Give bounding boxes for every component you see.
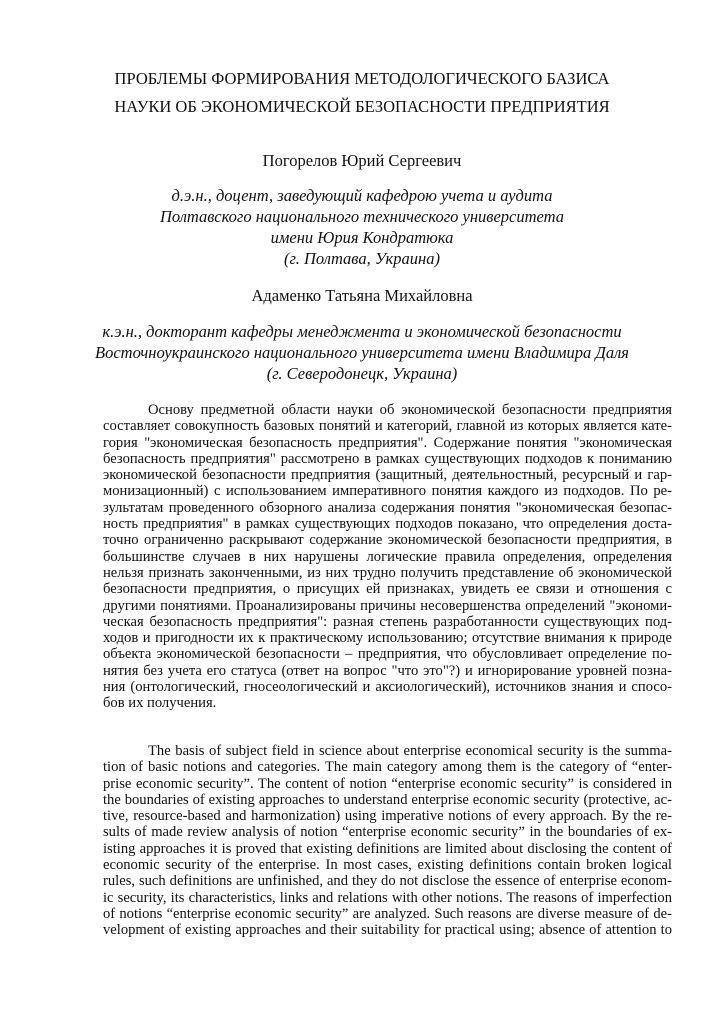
abstract-line: ния (онтологический, гносеологический и аксиологический), источников знания и спосо- (103, 679, 672, 696)
abstract-line: безопасности предприятия, о присущих ей признаках, увидеть ее связи и отношения с (103, 581, 672, 598)
abstract-russian (103, 402, 672, 712)
abstract-line: economic security of the enterprise. In most cases, existing definitions contain broken logical (103, 857, 672, 874)
abstract-line: безопасность предприятия" рассмотрено в рамках существующих подходов к пониманию (103, 450, 672, 467)
abstract-line: velopment of existing approaches and their suitability for practical using; absence of attention to (103, 922, 672, 939)
author-affiliation-2 (0, 321, 724, 384)
abstract-line: Основу предметной области науки об экономической безопасности предприятия (148, 402, 672, 418)
author-name-2: Адаменко Татьяна Михайловна (251, 286, 473, 305)
abstract-line: зультатам проведенного обзорного анализа содержания понятия "экономическая безопас- (103, 499, 672, 516)
abstract-line: tive, resource-based and harmonization) using imperative notions of every approach. By the re- (103, 808, 672, 825)
abstract-line: sults of made review analysis of notion “enterprise economic security” in the boundaries of ex- (103, 824, 672, 841)
abstract-line: бов их получения. (103, 695, 217, 712)
affiliation-line: Восточноукраинского национального университета имени Владимира Даля (95, 343, 629, 362)
abstract-line: другими понятиями. Проанализированы причины несовершенства определений "экономи- (103, 597, 672, 614)
paper-title-line-2: НАУКИ ОБ ЭКОНОМИЧЕСКОЙ БЕЗОПАСНОСТИ ПРЕДПРИЯТИЯ (114, 97, 610, 116)
abstract-line: rules, such definitions are unfinished, and they do not disclose the essence of enterprise econom- (103, 873, 672, 890)
affiliation-line: д.э.н., доцент, заведующий кафедрою учета и аудита (171, 186, 553, 205)
affiliation-line: (г. Северодонецк, Украина) (266, 364, 458, 383)
affiliation-line: (г. Полтава, Украина) (284, 249, 440, 268)
paper-title-line-1: ПРОБЛЕМЫ ФОРМИРОВАНИЯ МЕТОДОЛОГИЧЕСКОГО БАЗИСА (114, 69, 610, 88)
author-affiliation-1 (0, 185, 724, 269)
abstract-english (103, 743, 672, 939)
abstract-line: точно ограниченно раскрывают содержание экономической безопасности предприятия, в (103, 532, 672, 549)
abstract-line: ic security, its characteristics, links and relations with other notions. The reasons of imperfection (103, 889, 672, 906)
abstract-line: объекта экономической безопасности – предприятия, что обусловливает определение по- (103, 646, 672, 663)
abstract-line: нятия без учета его статуса (ответ на вопрос "что это"?) и игнорирование уровней позна- (103, 662, 672, 679)
abstract-line: нельзя признать законченными, из них трудно получить представление об экономической (103, 564, 672, 581)
abstract-line: ческая безопасность предприятия": разная степень разработанности существующих под- (103, 613, 672, 630)
abstract-line: гория "экономическая безопасность предприятия". Содержание понятия "экономическая (103, 434, 672, 451)
abstract-line: ность предприятия" в рамках существующих подходов показано, что определения доста- (103, 516, 672, 533)
affiliation-line: имени Юрия Кондратюка (270, 228, 454, 247)
abstract-line: монизационный) с использованием императивного понятия каждого из подходов. По ре- (103, 483, 672, 500)
abstract-line: ходов и пригодности их к практическому использованию; отсутствие внимания к природе (103, 630, 672, 647)
abstract-line: the boundaries of existing approaches to understand enterprise economic security (protective, ac- (103, 791, 672, 808)
affiliation-line: Полтавского национального технического университета (159, 207, 564, 226)
abstract-line: The basis of subject field in science about enterprise economical security is the summa- (148, 743, 672, 759)
abstract-line: tion of basic notions and categories. The main category among them is the category of “enter- (103, 759, 672, 776)
abstract-line: of notions “enterprise economic security” are analyzed. Such reasons are diverse measure of de- (103, 905, 672, 922)
abstract-line: экономической безопасности предприятия (защитный, деятельностный, ресурсный и гар- (103, 467, 672, 484)
abstract-line: isting approaches it is proved that existing definitions are limited about disclosing the content of (103, 840, 672, 857)
author-name-1: Погорелов Юрий Сергеевич (262, 151, 462, 170)
affiliation-line: к.э.н., докторант кафедры менеджмента и экономической безопасности (102, 322, 622, 341)
abstract-line: составляет совокупность базовых понятий и категорий, главной из которых является кате- (103, 418, 672, 435)
abstract-line: prise economic security”. The content of notion “enterprise economic security” is considered in (103, 775, 672, 792)
abstract-line: большинстве случаев в них нарушены логические правила определения, определения (103, 548, 672, 565)
